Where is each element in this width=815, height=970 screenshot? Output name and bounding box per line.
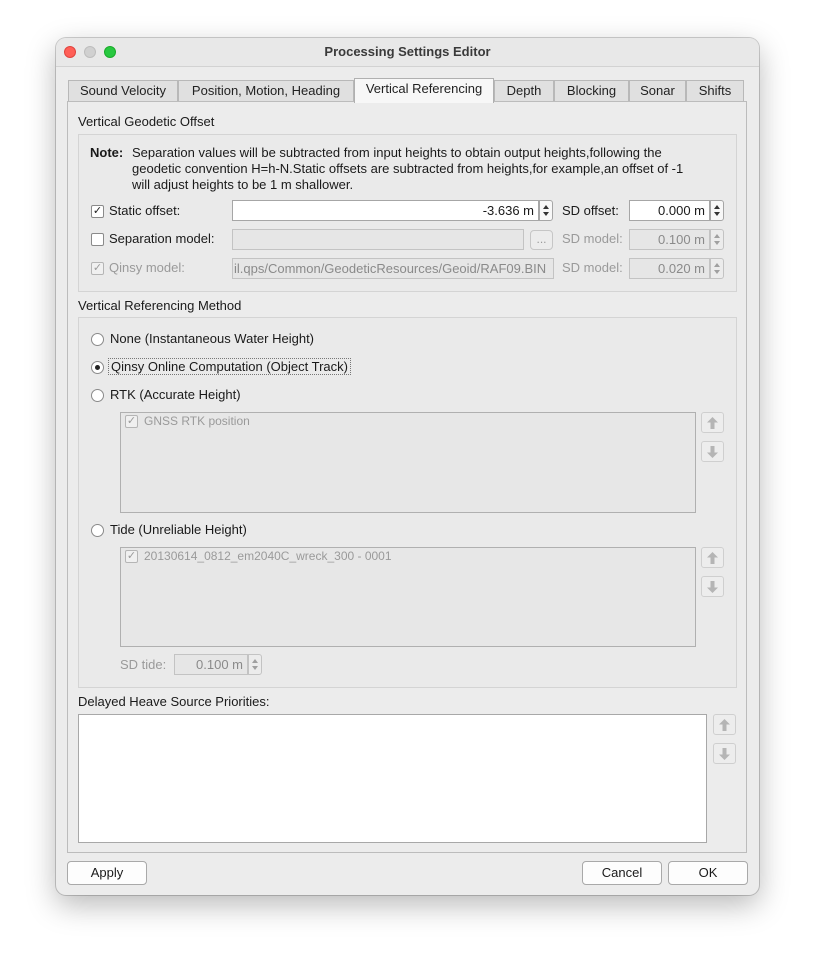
tab-vertical-referencing[interactable]: Vertical Referencing [354,78,494,103]
spin-down-icon [252,666,258,670]
method-group [78,317,737,688]
spin-down-icon [714,241,720,245]
rtk-source-list[interactable] [120,412,696,513]
qinsy-sd-model-label: SD model: [562,260,623,275]
title-bar [56,38,759,67]
separation-sd-model-spinner[interactable] [710,229,724,250]
qinsy-model-checkbox[interactable]: ✓ [92,262,103,274]
sd-tide-label: SD tide: [120,657,167,672]
spin-up-icon [714,263,720,267]
sd-tide-spinner[interactable] [248,654,262,675]
radio-rtk-label[interactable]: RTK (Accurate Height) [110,387,241,402]
radio-tide[interactable] [91,524,104,537]
separation-sd-model-input[interactable]: 0.100 m [629,229,710,250]
settings-window [56,38,759,895]
tab-shifts[interactable]: Shifts [686,80,744,101]
tab-position-motion-heading[interactable]: Position, Motion, Heading [178,80,354,101]
vertical-referencing-pane [67,101,747,853]
arrow-down-icon [707,581,718,593]
tide-item-checkbox[interactable]: ✓ [126,550,137,562]
arrow-up-icon [707,417,718,429]
radio-qinsy-online[interactable] [91,361,104,374]
static-offset-label: Static offset: [109,203,181,218]
separation-model-input[interactable] [232,229,524,250]
geodetic-offset-group [78,134,737,292]
tide-move-up-button[interactable] [701,547,724,568]
note-line-1: Separation values will be subtracted from input heights to obtain output heights,following the [132,145,662,160]
heave-heading: Delayed Heave Source Priorities: [78,694,270,709]
geodetic-offset-heading: Vertical Geodetic Offset [78,114,215,129]
heave-move-up-button[interactable] [713,714,736,735]
radio-tide-label[interactable]: Tide (Unreliable Height) [110,522,247,537]
tab-sonar[interactable]: Sonar [629,80,686,101]
tide-move-down-button[interactable] [701,576,724,597]
spin-up-icon [714,234,720,238]
radio-none-label[interactable]: None (Instantaneous Water Height) [110,331,315,346]
note-line-2: geodetic convention H=h-N.Static offsets are subtracted from heights,for example,an offset of -1 [132,161,684,176]
spin-down-icon [714,270,720,274]
tab-blocking[interactable]: Blocking [554,80,629,101]
heave-source-list[interactable] [78,714,707,843]
radio-selected-dot [95,365,100,370]
tab-sound-velocity[interactable]: Sound Velocity [68,80,178,101]
sd-offset-input[interactable]: 0.000 m [629,200,710,221]
spin-down-icon [543,212,549,216]
tab-depth[interactable]: Depth [494,80,554,101]
separation-model-browse-button[interactable]: ... [530,230,553,250]
radio-rtk[interactable] [91,389,104,402]
spin-up-icon [252,659,258,663]
qinsy-sd-model-input[interactable]: 0.020 m [629,258,710,279]
ok-button[interactable]: OK [668,861,748,885]
window-title: Processing Settings Editor [324,44,491,59]
heave-move-down-button[interactable] [713,743,736,764]
static-offset-checkbox[interactable]: ✓ [92,205,103,217]
spin-up-icon [543,205,549,209]
sd-offset-label: SD offset: [562,203,619,218]
arrow-down-icon [719,748,730,760]
cancel-button[interactable]: Cancel [582,861,662,885]
rtk-item-checkbox[interactable]: ✓ [126,415,137,427]
spin-down-icon [714,212,720,216]
sd-tide-input[interactable]: 0.100 m [174,654,248,675]
rtk-item-label: GNSS RTK position [144,414,250,428]
note-line-3: will adjust heights to be 1 m shallower. [132,177,354,192]
radio-qinsy-online-label[interactable]: Qinsy Online Computation (Object Track) [108,358,351,375]
qinsy-sd-model-spinner[interactable] [710,258,724,279]
note-label: Note: [90,145,124,160]
separation-sd-model-label: SD model: [562,231,623,246]
qinsy-model-label: Qinsy model: [109,260,185,275]
tide-item-label: 20130614_0812_em2040C_wreck_300 - 0001 [144,549,392,563]
separation-model-checkbox[interactable] [91,233,104,246]
apply-button[interactable]: Apply [67,861,147,885]
static-offset-input[interactable]: -3.636 m [232,200,539,221]
arrow-up-icon [719,719,730,731]
method-heading: Vertical Referencing Method [78,298,242,313]
rtk-move-up-button[interactable] [701,412,724,433]
qinsy-model-path-input[interactable]: il.qps/Common/GeodeticResources/Geoid/RAF09.BIN [232,258,554,279]
radio-none[interactable] [91,333,104,346]
arrow-up-icon [707,552,718,564]
sd-offset-spinner[interactable] [710,200,724,221]
rtk-move-down-button[interactable] [701,441,724,462]
arrow-down-icon [707,446,718,458]
separation-model-label: Separation model: [109,231,215,246]
tide-source-list[interactable] [120,547,696,647]
static-offset-spinner[interactable] [539,200,553,221]
spin-up-icon [714,205,720,209]
